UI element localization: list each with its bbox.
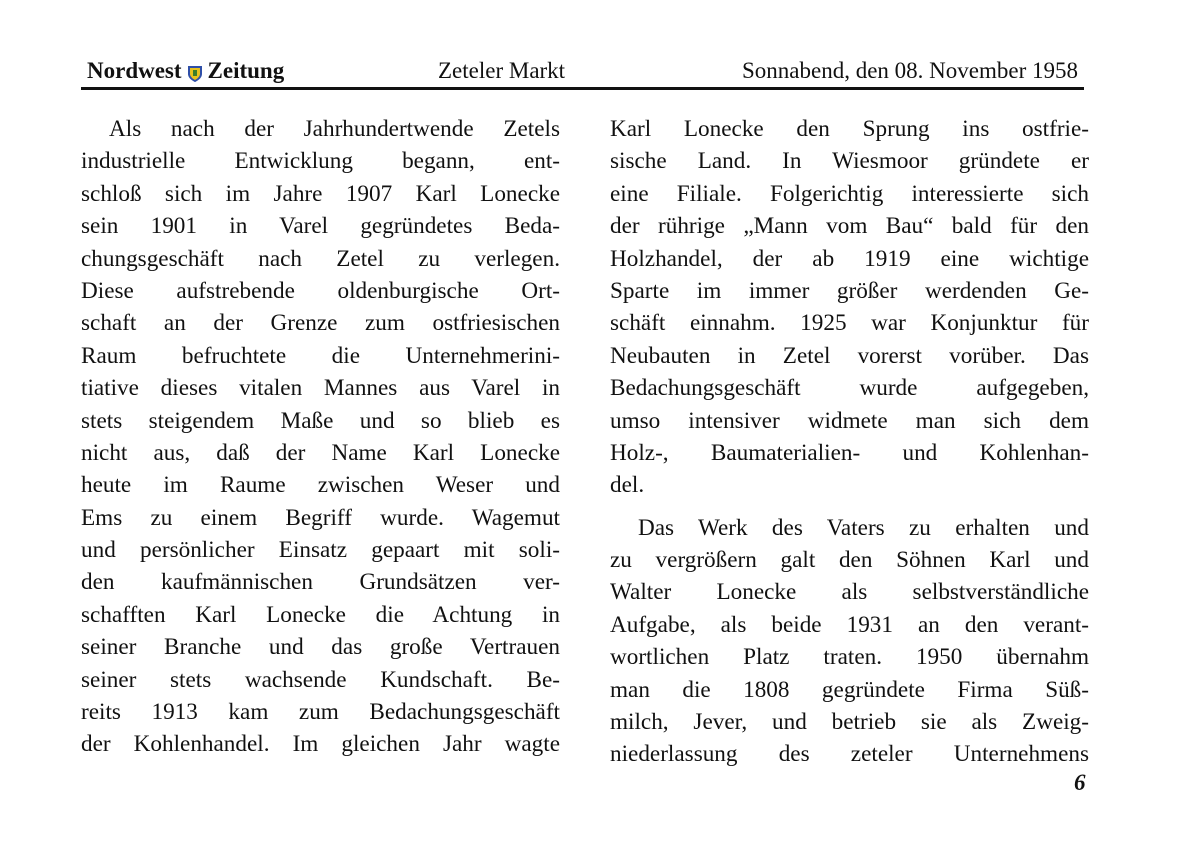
article-line: niederlassung des zeteler Unternehmens	[610, 741, 1089, 768]
article-line: den kaufmännischen Grundsätzen ver-	[81, 569, 560, 596]
article-line: seiner stets wachsende Kundschaft. Be-	[81, 666, 560, 693]
article-line: sein 1901 in Varel gegründetes Beda-	[81, 213, 560, 240]
section-title: Zeteler Markt	[438, 58, 566, 83]
article-line: eine Filiale. Folgerichtig interessierte sich	[610, 180, 1089, 207]
article-line: Sparte im immer größer werdenden Ge-	[610, 277, 1089, 304]
article-line: Karl Lonecke den Sprung ins ostfrie-	[610, 116, 1089, 142]
article-line: Holz-, Baumaterialien- und Kohlenhan-	[610, 439, 1089, 466]
article-line: del.	[610, 472, 645, 499]
masthead	[87, 58, 284, 84]
article-line: Neubauten in Zetel vorerst vorüber. Das	[610, 342, 1089, 369]
page-number: 6	[1074, 770, 1086, 795]
issue-date: Sonnabend, den 08. November 1958	[742, 58, 1078, 83]
article-column-right	[610, 113, 1089, 771]
article-line: schafften Karl Lonecke die Achtung in	[81, 601, 560, 628]
article-line: Aufgabe, als beide 1931 an den verant-	[610, 611, 1089, 638]
article-line: milch, Jever, und betrieb sie als Zweig-	[610, 709, 1089, 736]
page-header	[81, 56, 1084, 90]
article-line: umso intensiver widmete man sich dem	[610, 407, 1089, 434]
article-line: seiner Branche und das große Vertrauen	[81, 634, 560, 661]
masthead-right: Zeitung	[207, 58, 285, 83]
article-line: Raum befruchtete die Unternehmerini-	[81, 342, 560, 369]
article-line: nicht aus, daß der Name Karl Lonecke	[81, 439, 560, 466]
article-line: wortlichen Platz traten. 1950 übernahm	[610, 644, 1089, 671]
article-column-left	[81, 113, 560, 761]
article-line: Das Werk des Vaters zu erhalten und	[638, 514, 1089, 541]
article-line: schäft einnahm. 1925 war Konjunktur für	[610, 310, 1089, 337]
article-line: der Kohlenhandel. Im gleichen Jahr wagte	[81, 731, 560, 758]
article-line: schaft an der Grenze zum ostfriesischen	[81, 310, 560, 337]
article-line: Als nach der Jahrhundertwende Zetels	[109, 116, 560, 142]
masthead-left: Nordwest	[87, 58, 182, 83]
article-line: tiative dieses vitalen Mannes aus Varel in	[81, 375, 560, 402]
article-line: sische Land. In Wiesmoor gründete er	[610, 148, 1089, 175]
article-line: Bedachungsgeschäft wurde aufgegeben,	[610, 375, 1089, 402]
article-line: zu vergrößern galt den Söhnen Karl und	[610, 547, 1089, 574]
article-line: schloß sich im Jahre 1907 Karl Lonecke	[81, 180, 560, 207]
article-line: und persönlicher Einsatz gepaart mit soli-	[81, 537, 560, 564]
article-line: reits 1913 kam zum Bedachungsgeschäft	[81, 699, 560, 726]
article-line: Holzhandel, der ab 1919 eine wichtige	[610, 245, 1089, 272]
article-line: man die 1808 gegründete Firma Süß-	[610, 676, 1089, 703]
article-line: heute im Raume zwischen Weser und	[81, 472, 560, 499]
article-line: Ems zu einem Begriff wurde. Wagemut	[81, 504, 560, 531]
article-line: industrielle Entwicklung begann, ent-	[81, 148, 560, 175]
coat-of-arms-icon	[187, 63, 203, 81]
article-line: der rührige „Mann vom Bau“ bald für den	[610, 213, 1089, 240]
article-line: stets steigendem Maße und so blieb es	[81, 407, 560, 434]
article-line: Walter Lonecke als selbstverständliche	[610, 579, 1089, 606]
paragraph-gap	[610, 502, 1089, 512]
article-line: Diese aufstrebende oldenburgische Ort-	[81, 277, 560, 304]
article-line: chungsgeschäft nach Zetel zu verlegen.	[81, 245, 560, 272]
